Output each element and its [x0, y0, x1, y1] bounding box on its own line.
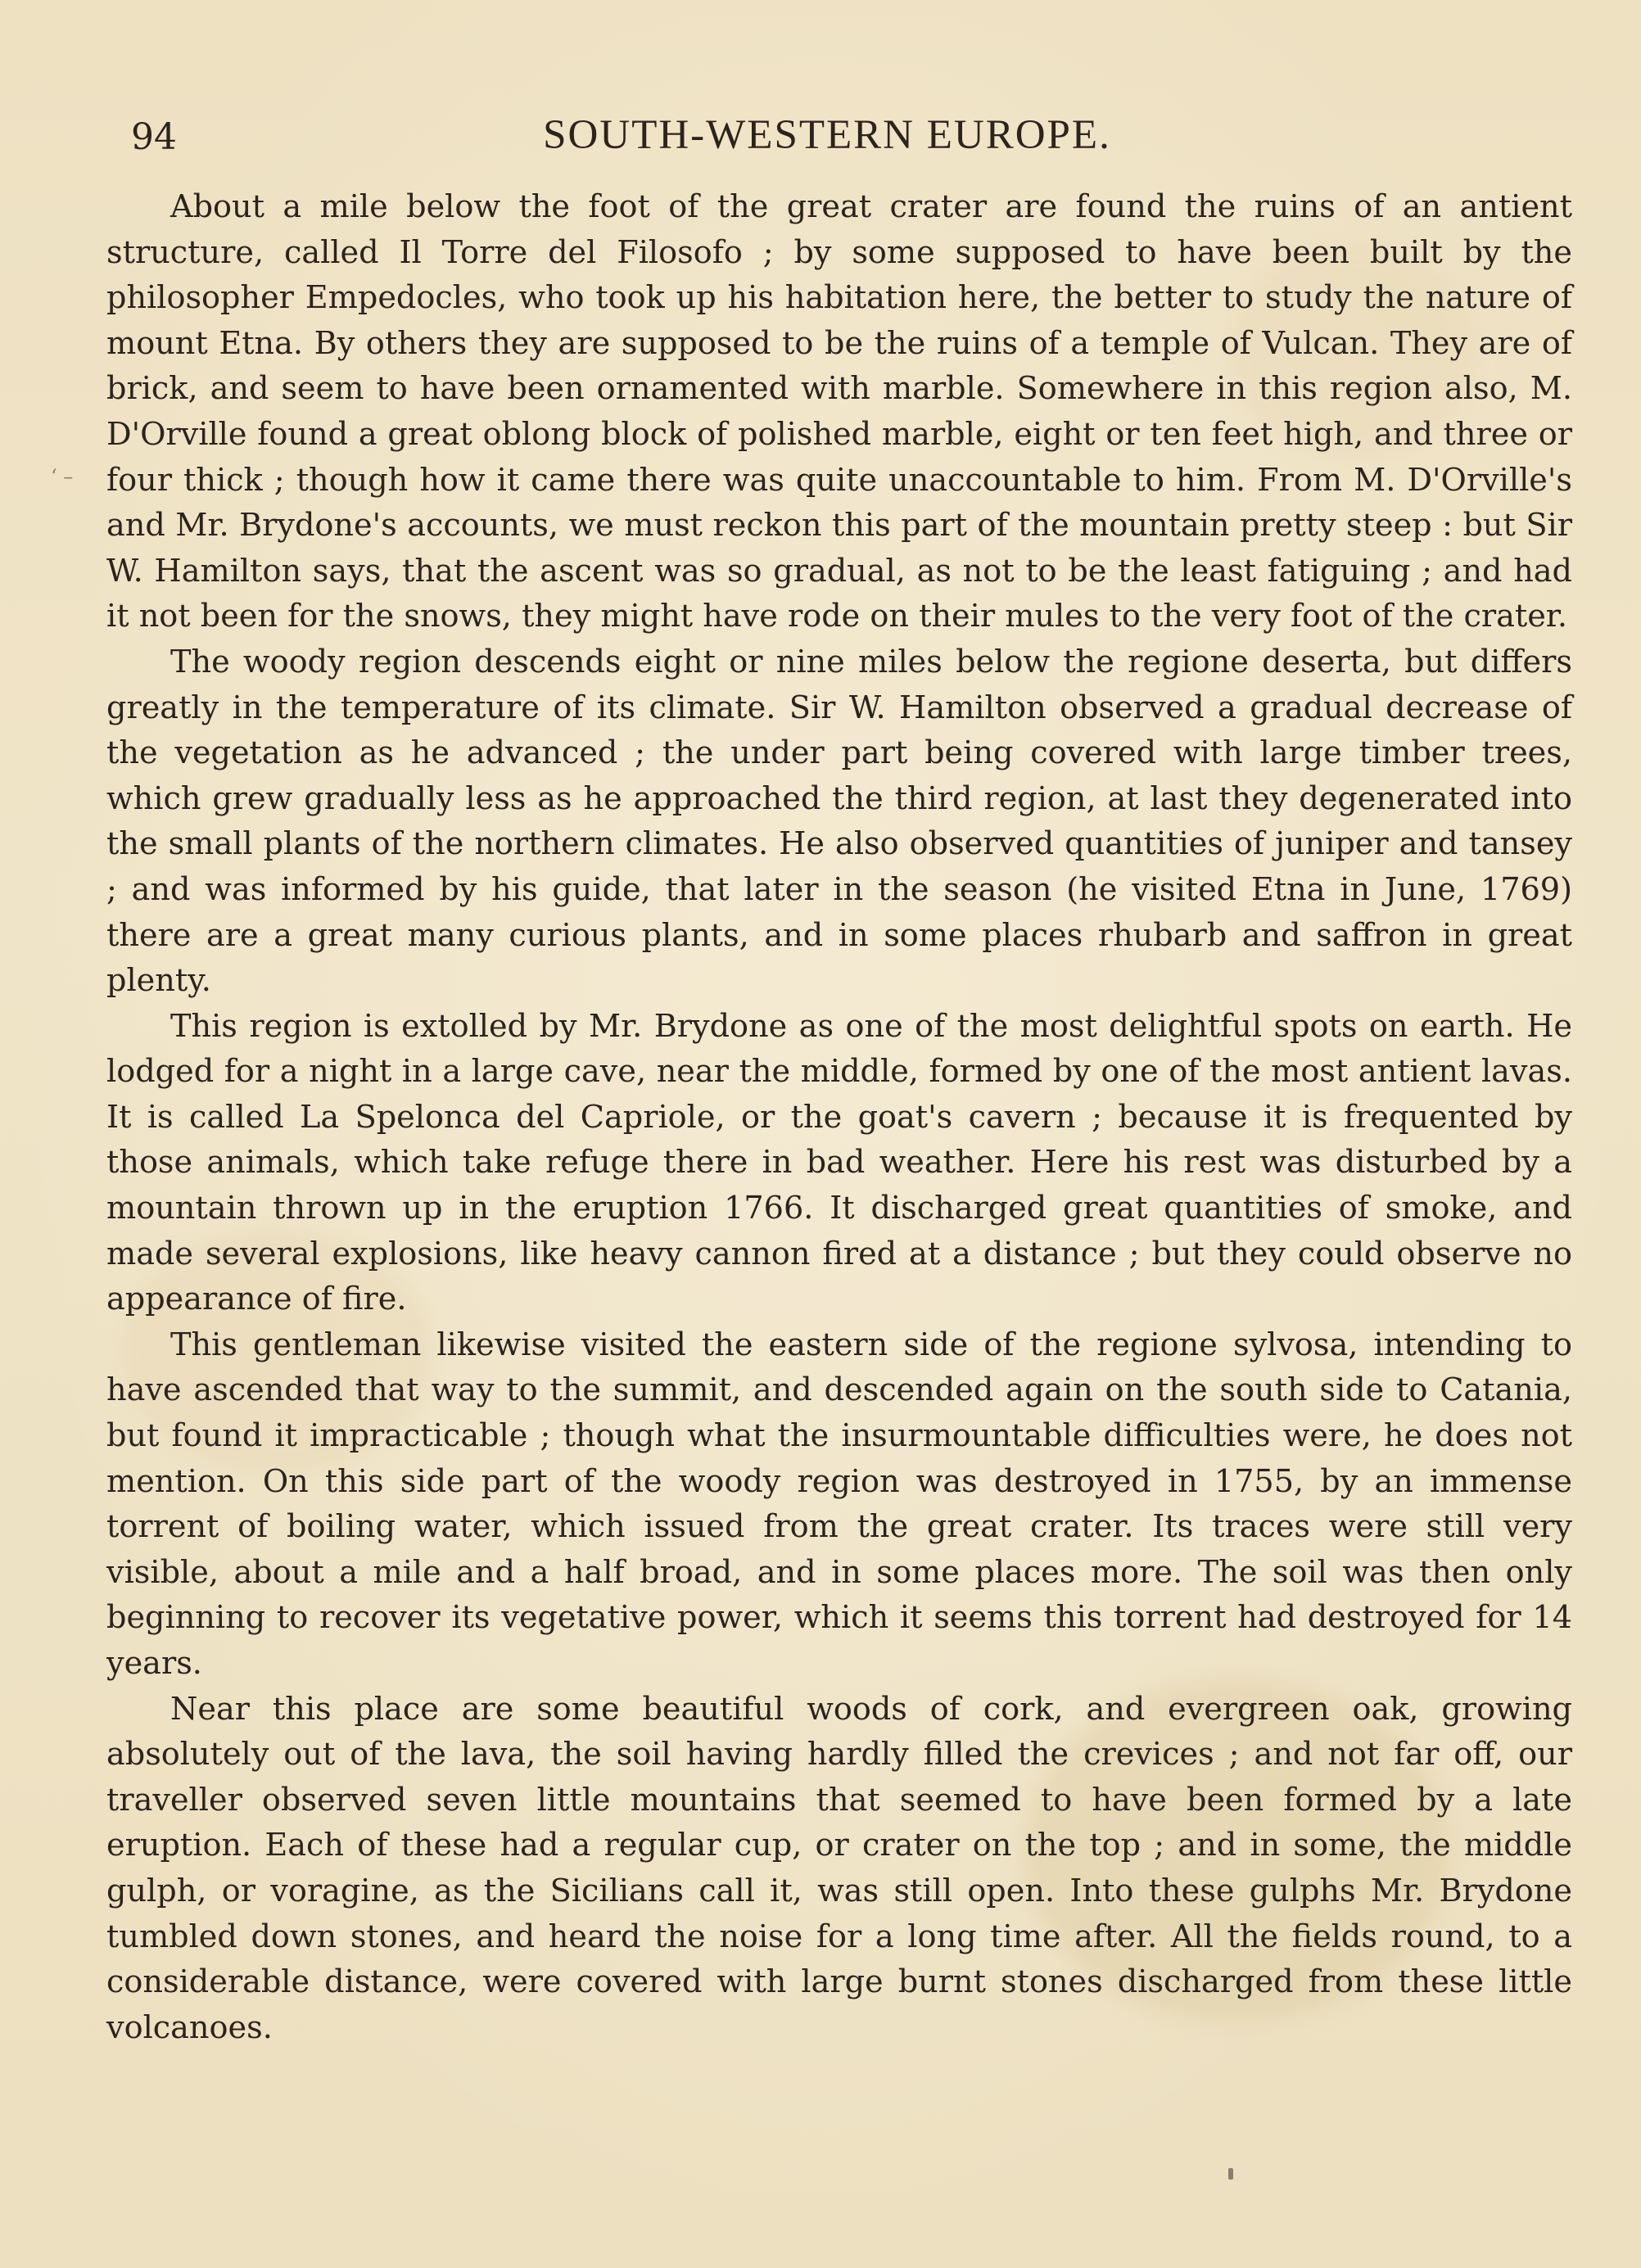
running-title: SOUTH-WESTERN EUROPE. — [543, 112, 1111, 158]
paragraph: About a mile below the foot of the great crater are found the ruins of an antient structure, called Il Torre del Filosofo ; by some supposed to have been built by the philosopher Empedocles, who took up his habitation here, the better to study the nature of mount Etna. By others they are supposed to be the ruins of a temple of Vulcan. They are of brick, and seem to have been ornamented with marble. Somewhere in this region also, M. D'Orville found a great oblong block of polished marble, eight or ten feet high, and three or four thick ; though how it came there was quite unaccountable to him. From M. D'Orville's and Mr. Brydone's accounts, we must reckon this part of the mountain pretty steep : but Sir W. Hamilton says, that the ascent was so gradual, as not to be the least fatiguing ; and had it not been for the snows, they might have rode on their mules to the very foot of the crater. — [106, 189, 1572, 635]
margin-mark: ‘ – — [51, 465, 74, 488]
paragraph: Near this place are some beautiful woods of cork, and evergreen oak, growing absolutely out of the lava, the soil having hardly filled the crevices ; and not far off, our traveller observed seven little mountains that seemed to have been formed by a late eruption. Each of these had a regular cup, or crater on the top ; and in some, the middle gulph, or voragine, as the Sicilians call it, was still open. Into these gulphs Mr. Brydone tumbled down stones, and heard the noise for a long time after. All the fields round, to a considerable distance, were covered with large burnt stones discharged from these little volcanoes. — [106, 1691, 1572, 2046]
ink-speck — [1228, 2168, 1233, 2180]
paragraph: The woody region descends eight or nine miles below the regione deserta, but differs greatly in the temperature of its climate. Sir W. Hamilton observed a gradual decrease of the vegetation as he advanced ; the under part being covered with large timber trees, which grew gradually less as he approached the third region, at last they degenerated into the small plants of the northern climates. He also observed quantities of juniper and tansey ; and was informed by his guide, that later in the season (he visited Etna in June, 1769) there are a great many curious plants, and in some places rhubarb and saffron in great plenty. — [106, 644, 1572, 1000]
paragraph: This region is extolled by Mr. Brydone as one of the most delightful spots on earth. He lodged for a night in a large cave, near the middle, formed by one of the most antient lavas. It is called La Spelonca del Capriole, or the goat's cavern ; because it is frequented by those animals, which take refuge there in bad weather. Here his rest was disturbed by a mountain thrown up in the eruption 1766. It discharged great quantities of smoke, and made several explosions, like heavy cannon fired at a distance ; but they could observe no appearance of fire. — [106, 1008, 1572, 1318]
page-header — [106, 98, 1548, 164]
page-number: 94 — [131, 116, 177, 158]
paragraph: This gentleman likewise visited the eastern side of the regione sylvosa, intending to have ascended that way to the summit, and descended again on the south side to Catania, but found it impracticable ; though what the insurmountable difficulties were, he does not mention. On this side part of the woody region was destroyed in 1755, by an immense torrent of boiling water, which issued from the great crater. Its traces were still very visible, about a mile and a half broad, and in some places more. The soil was then only beginning to recover its vegetative power, which it seems this torrent had destroyed for 14 years. — [106, 1326, 1572, 1682]
body-text — [106, 185, 1572, 2051]
